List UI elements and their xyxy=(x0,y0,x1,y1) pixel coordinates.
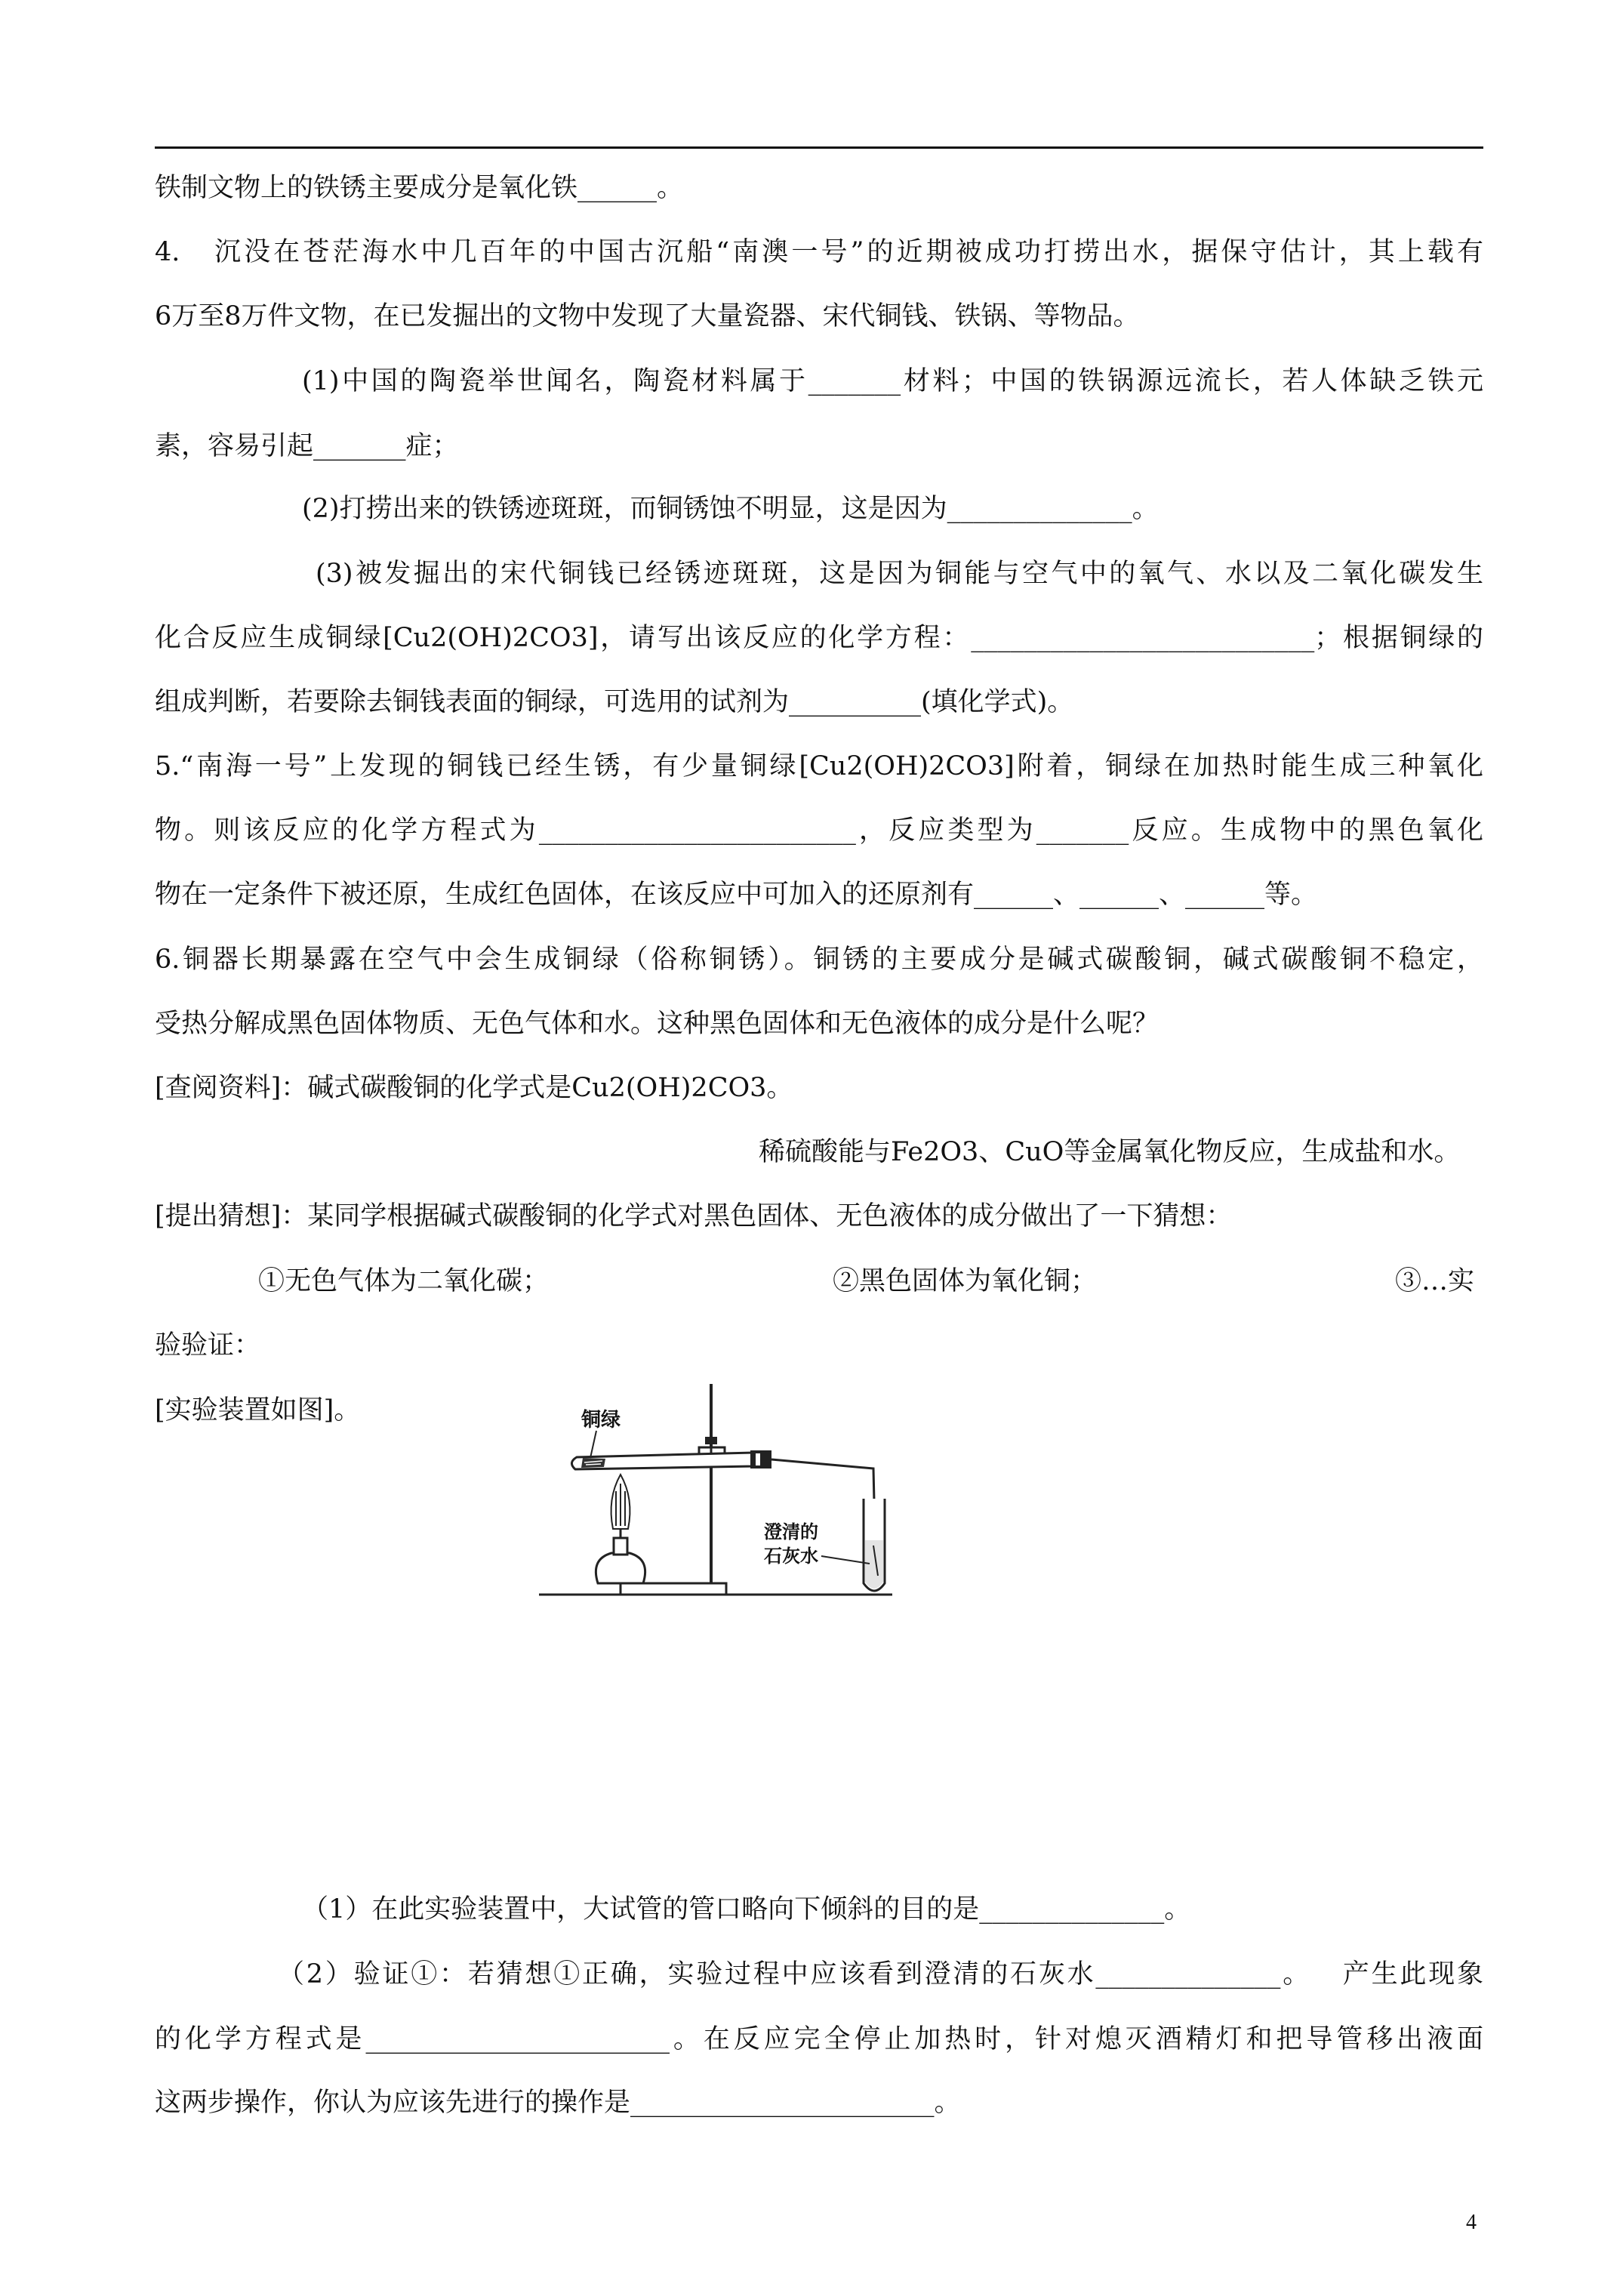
subquestion-1: （1）在此实验装置中，大试管的管口略向下倾斜的目的是______________。 xyxy=(302,1894,1191,1925)
question-5-line-3: 物在一定条件下被还原，生成红色固体，在该反应中可加入的还原剂有______、______、______等。 xyxy=(155,880,1318,910)
question-4-part-3-line-1: (3)被发掘出的宋代铜钱已经锈迹斑斑，这是因为铜能与空气中的氧气、水以及二氧化碳发生 xyxy=(316,559,1483,589)
apparatus-caption: [实验装置如图]。 xyxy=(155,1395,361,1425)
limewater-label-line2: 石灰水 xyxy=(764,1546,818,1567)
header-rule xyxy=(155,146,1483,149)
limewater-test-tube xyxy=(864,1499,885,1591)
subquestion-2-line-2: 的化学方程式是_______________________。在反应完全停止加热时，针对熄灭酒精灯和把导管移出液面 xyxy=(155,2024,1483,2054)
reference-material: [查阅资料]：碱式碳酸铜的化学式是Cu2(OH)2CO3。 xyxy=(155,1073,793,1103)
hypothesis-3: ③…实 xyxy=(1395,1266,1475,1296)
alcohol-lamp xyxy=(596,1475,645,1583)
question-4-part-1-line-2: 素，容易引起_______症； xyxy=(155,431,459,461)
limewater-label-line1: 澄清的 xyxy=(764,1521,818,1542)
hypothesis-intro: [提出猜想]：某同学根据碱式碳酸铜的化学式对黑色固体、无色液体的成分做出了一下猜想： xyxy=(155,1201,1233,1231)
reference-material-2: 稀硫酸能与Fe2O3、CuO等金属氧化物反应，生成盐和水。 xyxy=(759,1137,1461,1167)
question-4-part-1-line-1: (1)中国的陶瓷举世闻名，陶瓷材料属于_______材料；中国的铁锅源远流长，若人体缺乏铁元 xyxy=(302,366,1483,396)
question-6-line-1: 6.铜器长期暴露在空气中会生成铜绿（俗称铜锈）。铜锈的主要成分是碱式碳酸铜，碱式碳酸铜不稳定， xyxy=(155,945,1483,975)
question-5-line-2: 物。则该反应的化学方程式为________________________，反应类型为_______反应。生成物中的黑色氧化 xyxy=(155,815,1483,846)
large-test-tube xyxy=(571,1453,753,1469)
text-line-1: 铁制文物上的铁锈主要成分是氧化铁______。 xyxy=(155,173,684,203)
copper-green-label: 铜绿 xyxy=(581,1409,621,1432)
experiment-apparatus-diagram xyxy=(537,1378,924,1601)
hypothesis-2: ②黑色固体为氧化铜； xyxy=(833,1266,1098,1296)
question-4-line-1: 4. 沉没在苍茫海水中几百年的中国古沉船“南澳一号”的近期被成功打捞出水，据保守估计，其上载有 xyxy=(155,237,1483,267)
question-6-line-2: 受热分解成黑色固体物质、无色气体和水。这种黑色固体和无色液体的成分是什么呢？ xyxy=(155,1009,1160,1039)
question-4-line-2: 6万至8万件文物，在已发掘出的文物中发现了大量瓷器、宋代铜钱、铁锅、等物品。 xyxy=(155,301,1140,331)
hypothesis-1: ①无色气体为二氧化碳； xyxy=(258,1266,550,1296)
question-4-part-3-line-3: 组成判断，若要除去铜钱表面的铜绿，可选用的试剂为__________(填化学式)。 xyxy=(155,687,1074,717)
page-number: 4 xyxy=(1466,2211,1477,2234)
question-4-part-2: (2)打捞出来的铁锈迹斑斑，而铜锈蚀不明显，这是因为______________。 xyxy=(302,494,1159,524)
subquestion-2-line-1: （2）验证①：若猜想①正确，实验过程中应该看到澄清的石灰水______________。 产生此现象 xyxy=(278,1959,1483,1989)
question-5-line-1: 5.“南海一号”上发现的铜钱已经生锈，有少量铜绿[Cu2(OH)2CO3]附着，铜绿在加热时能生成三种氧化 xyxy=(155,751,1483,781)
experiment-verification: 验验证： xyxy=(155,1330,261,1361)
subquestion-2-line-3: 这两步操作，你认为应该先进行的操作是_______________________。 xyxy=(155,2088,961,2118)
question-4-part-3-line-2: 化合反应生成铜绿[Cu2(OH)2CO3]，请写出该反应的化学方程：__________________________；根据铜绿的 xyxy=(155,623,1483,653)
